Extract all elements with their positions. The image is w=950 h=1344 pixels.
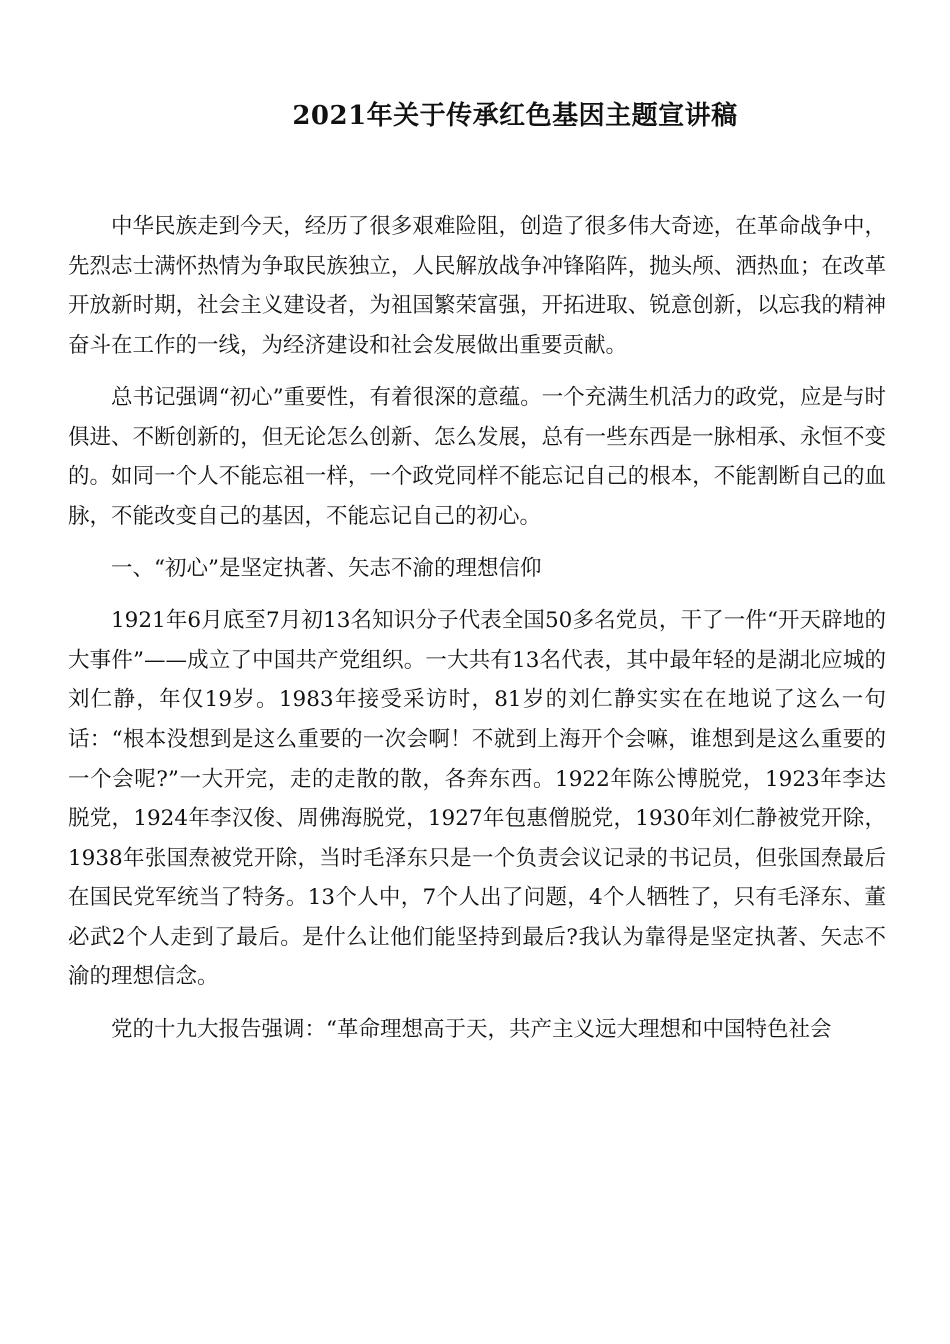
paragraph: 总书记强调“初心”重要性，有着很深的意蕴。一个充满生机活力的政党，应是与时俱进、不断创新的，但无论怎么创新、怎么发展，总有一些东西是一脉相承、永恒不变的。如同一个人不能忘祖一样，一个政党同样不能忘记自己的根本，不能割断自己的血脉，不能改变自己的基因，不能忘记自己的初心。 <box>68 384 886 529</box>
document-title: 2021年关于传承红色基因主题宣讲稿 <box>292 101 738 131</box>
paragraph: 中华民族走到今天，经历了很多艰难险阻，创造了很多伟大奇迹，在革命战争中，先烈志士满怀热情为争取民族独立，人民解放战争冲锋陷阵，抛头颅、洒热血；在改革开放新时期，社会主义建设者，为祖国繁荣富强，开拓进取、锐意创新，以忘我的精神奋斗在工作的一线，为经济建设和社会发展做出重要贡献。 <box>68 214 886 358</box>
section-heading: 一、“初心”是坚定执著、矢志不渝的理想信仰 <box>111 555 542 581</box>
paragraph: 1921年6月底至7月初13名知识分子代表全国50多名党员，干了一件“开天辟地的大事件”——成立了中国共产党组织。一大共有13名代表，其中最年轻的是湖北应城的刘仁静，年仅19岁。1983年接受采访时，81岁的刘仁静实实在在地说了这么一句话：“根本没想到是这么重要的一次会啊！不就到上海开个会嘛，谁想到是这么重要的一个会呢?”一大开完，走的走散的散，各奔东西。1922年陈公博脱党，1923年李达脱党，1924年李汉俊、周佛海脱党，1927年包惠僧脱党，1930年刘仁静被党开除，1938年张国焘被党开除，当时毛泽东只是一个负责会议记录的书记员，但张国焘最后在国民党军统当了特务。13个人中，7个人出了问题，4个人牺牲了，只有毛泽东、董必武2个人走到了最后。是什么让他们能坚持到最后?我认为靠得是坚定执著、矢志不渝的理想信念。 <box>68 608 886 990</box>
document-body <box>68 207 886 1062</box>
paragraph: 党的十九大报告强调：“革命理想高于天，共产主义远大理想和中国特色社会 <box>111 1016 832 1042</box>
